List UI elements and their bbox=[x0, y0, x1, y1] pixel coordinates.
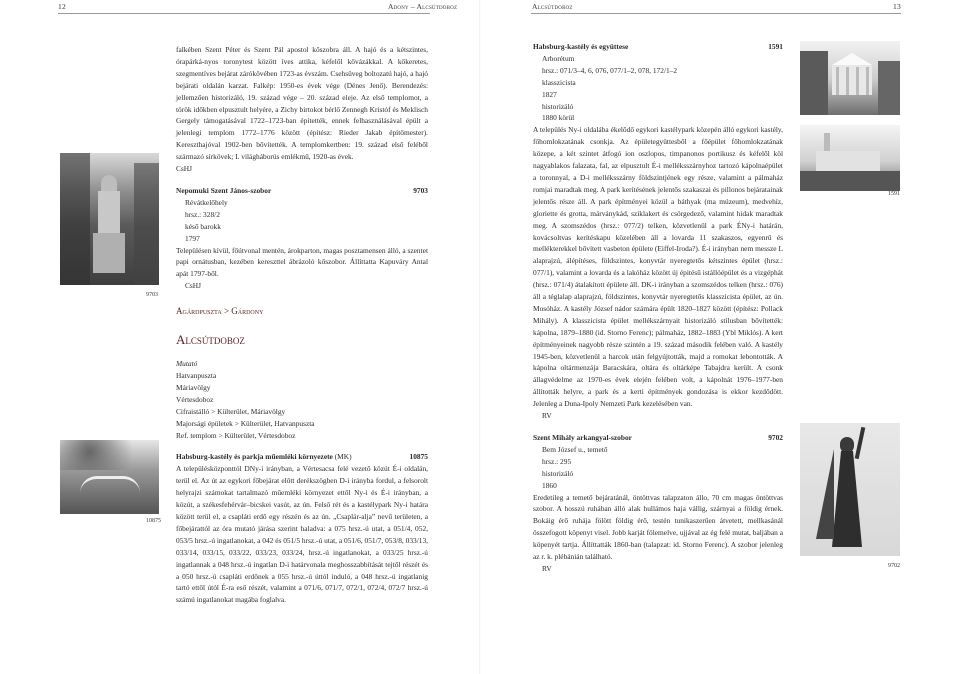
entry-tag: (MK) bbox=[334, 452, 352, 462]
entry-author: CsHJ bbox=[185, 281, 202, 291]
index-item: Máriavölgy bbox=[176, 382, 211, 392]
entry-title: Habsburg-kastély és parkja műemléki környezete bbox=[176, 452, 333, 462]
section-title-alcsutdoboz: Alcsútdoboz bbox=[176, 332, 245, 348]
photo-park-bridge bbox=[60, 440, 159, 514]
page-fold bbox=[479, 0, 481, 674]
entry-author: RV bbox=[542, 563, 552, 573]
photo-chapel bbox=[800, 125, 900, 191]
entry-number: 9703 bbox=[413, 185, 428, 195]
entry-text: Eredetileg a temető bejáratánál, öntöttvas talapzaton állo, 70 cm magas öntöttvas szobor. A hosszú ruhában álló alak hullámos haja vállig, szárnyai a földig érnek. Bokáig érő ruhája fölött földig érő, testén tunikaszerűen átvetett, mellkasánál összefogott köpenyt visel. Jobb karját fölemelve, ujjával az ég felé mutat, baljában a köpenyét tartja. Állíttatták 1860-ban (talapzat: id. Storno Ferenc). A szobor jelenleg az r. k. plébánián található. bbox=[533, 492, 783, 562]
entry-title: Habsburg-kastély és együttese bbox=[533, 42, 629, 51]
running-head-left: Adony – Alcsútdoboz bbox=[388, 2, 458, 11]
caption-9702: 9702 bbox=[888, 563, 900, 569]
intro-paragraph: falkében Szent Péter és Szent Pál apostol kőszobra áll. A hajó és a kétszintes, órapárká-nyos toronytest között íves attika, kéfelől kővázákkal. A kőkeretes, szegmentíves bejárat zárókövében 1723-as évszám. Csehsüveg boltozatú hajó, a hajó bejárati oldalán karzat. Falkép: 1950-es évek vége (Dénes Jenő). Berendezés: jellemzően historizáló, 19. század vége – 20. század eleje. Az első templomot, a török időkben elpusztult helyére, a Zichy birtokot bérlő Zennegh Kristóf és Meklisch Gergely támogatásával 1722–1723-ban építették, ennek felhasználásával épült a jelenlegi templom 1772–1776 között (építész: Rieder Jakab építőmester). Kereszthajóval 1902-ben bővítették. A templomkertben: 19. század első feléből származó sírkövek; I. világháborús emlékmű, 1920-as évek. bbox=[176, 45, 428, 162]
left-column bbox=[176, 44, 428, 606]
entry-number: 9702 bbox=[768, 433, 783, 442]
entry-hrsz: hrsz.: 295 bbox=[542, 456, 572, 466]
entry-author: RV bbox=[542, 411, 552, 421]
entry-title: Szent Mihály arkangyal-szobor bbox=[533, 433, 632, 442]
right-column bbox=[533, 41, 783, 575]
caption-9703: 9703 bbox=[146, 292, 158, 298]
entry-header-habsburg-park bbox=[176, 451, 428, 463]
entry-title: Nepomuki Szent János-szobor bbox=[176, 185, 272, 195]
entry-header-mihaly bbox=[533, 432, 783, 444]
entry-style-2: historizáló bbox=[542, 101, 574, 111]
index-item: Vértesdoboz bbox=[176, 394, 214, 404]
entry-hrsz: hrsz.: 328/2 bbox=[185, 209, 220, 219]
photo-nepomuki-statue bbox=[60, 153, 159, 285]
entry-style: klasszicista bbox=[542, 77, 576, 87]
entry-number: 10875 bbox=[409, 452, 428, 462]
entry-hrsz: hrsz.: 071/3–4, 6, 076, 077/1–2, 078, 172/1–2 bbox=[542, 65, 678, 75]
index-item: Majorsági épületek > Külterület, Hatvanpuszta bbox=[176, 418, 315, 428]
index-item: Hatvanpuszta bbox=[176, 371, 217, 381]
entry-header-habsburg bbox=[533, 41, 783, 53]
index-label: Mutató bbox=[176, 359, 198, 369]
entry-year: 1797 bbox=[185, 233, 200, 243]
cross-reference-agardpuszta: Agárdpuszta > Gárdony bbox=[176, 306, 264, 317]
entry-text: Településen kívül, főútvonal mentén, árokparton, magas posztamensen álló, a szentet papi ornátusban, kezében kereszttel ábrázoló kőszobor. Állíttatta Kapuváry Antal apát 1797-ből. bbox=[176, 245, 428, 279]
intro-author: CsHJ bbox=[176, 164, 193, 174]
entry-number: 1591 bbox=[768, 42, 783, 51]
entry-place: Révátkelőhely bbox=[185, 197, 228, 207]
running-head-right: Alcsútdoboz bbox=[532, 2, 573, 11]
caption-1591: 1591 bbox=[888, 191, 900, 197]
caption-10875: 10875 bbox=[146, 518, 161, 524]
index-item: Cifraistálló > Külterület, Máriavölgy bbox=[176, 406, 286, 416]
entry-style: késő barokk bbox=[185, 221, 221, 231]
entry-place: Bem József u., temető bbox=[542, 444, 608, 454]
entry-text: A településközponttól DNy-i irányban, a Vértesacsa felé vezető közút É-i oldalán, terül el. Az út az egykori főbejárat előtt derékszögben D-i irányba fordul, a felsorolt helyrajzi számokat tartalmazó műemléki környezet ettől Ny-i és É-i irányban, a közút, a székesfehérvár–bicskei vasút, az ún. Felső rét és a kastélypark Ny-i határa között terül el, a csapláti erdő egy részén és az ún. „Csaplár-alja” nevű területen, a főbejárattól az óra mutató járása szerint haladva: a 075 hrsz.-ú utat, a 051/4, 052, 053/5 hrsz.-ú ingatlanokat, a 042 és 051/5 hrsz.-ú utat, a 051/6, 051/7, 053/8, 033/13, 033/14, 033/15, 033/22, 033/23, 033/24, hrsz.-ú ingatlanokat, a 033/25 hrsz.-ú ingatlannak a 048 hrsz.-ú ingatlan D-i határvonala meghosszabbítását tejtől részét és a 050 hrsz.-ú csapláti erdőnek a 055 hrsz.-ú úttól induló, a 048 hrsz.-ú ingatlanig tartó ettől útól É-ra eső részét, valamint a 071/6, 071/7, 072/1, 072/4, 072/7 hrsz.-ú számú ingatlanokat magába foglalva. bbox=[176, 464, 428, 605]
page-number-right: 13 bbox=[893, 2, 901, 11]
page-number-left: 12 bbox=[58, 2, 66, 11]
entry-text: A település Ny-i oldalába ékelődő egykori kastélypark közepén álló egykori kastély, főhomlokzatának csonkja. Az épületegyüttesből a főépület főhomlokzatának közepe, a két szintet átfogó ion oszlopos, timpanonos portikusz és kéfelől köl nagyablakos falazata, fal, az elpusztult É-i melléksszárnyhoz tartozó kápolnaépület a toronnyal, a D-i melléksszárny földszintjének egy része, valamint a pálmaház romjai maradtak meg. A park kerítésének jelentős szakaszai és pillonos bejáratainak jelentős része áll. A park építményei közül a báthyak (ma múzeum), medvehíz, gloriette és grotta, márványkád, sziklakert és csörgedező, valamint hidak maradtak meg. A szomszédos (hrsz.: 077/2) telken, közvetlenül a park ÉNy-i határán, kovácsoltvas kerítéskapu közelében áll a lovarda 11 szakaszos, egyenrű és mellékterekkel bővített vasbeton épülete (Eiffel-Iroda?). É-i irányban nem messze L alaprajzú, álépítéses, földszintes, konyvtár nyeregtetős kétszintes épület (hrsz.: 077/1), valamint a lovarda és a lakóház között új épitésű istállóépület és a vizgéphát (hrsz.: 071/4) átalakított épülete áll. DK-i irányban a szomszédos telken (hrsz.: 076) áll a téglalap alaprajzú, földszintes, konyvtár nyeregtetős klasszicista épület, az ún. Mosóház. A kastély József nádor számára épült 1820–1827 között (építész: Pollack Mihály). A klasszicista épület mellékszárnyait historizáló stílusban bővítették: kápolna, 1879–1880 (id. Storno Ferenc); pálmaház, 1882–1883 (Ybl Miklós). A kert építményeinek nagyobb része szintén a 19. század második felében való. A kastély 1945-ben, közvetlenül a harcok után felgyújtották, majd a romokat lebontották. A kápolna oltármenzája Baracskára, oltára és oltárképe Tabajdra került. A csonk állagvédelme az 1970-es évek elején felében volt, a kápolnát 1976–1977-ben állították helyre, a park és a kerti építmények gondozása is ekkor kezdődött. Jelenleg a Duna-Ipoly Nemzeti Park kezelésében van. bbox=[533, 125, 783, 409]
photo-castle-facade bbox=[800, 41, 900, 115]
entry-year-2: 1880 körül bbox=[542, 113, 575, 123]
header-rule-left bbox=[58, 13, 430, 14]
index-item: Ref. templom > Külterület, Vértesdoboz bbox=[176, 430, 296, 440]
entry-subtitle: Arborétum bbox=[542, 53, 575, 63]
header-rule-right bbox=[531, 13, 901, 14]
entry-header-nepomuki bbox=[176, 185, 428, 197]
entry-year: 1860 bbox=[542, 480, 557, 490]
entry-year: 1827 bbox=[542, 89, 557, 99]
entry-style: historizáló bbox=[542, 468, 574, 478]
photo-archangel-statue bbox=[800, 423, 900, 556]
